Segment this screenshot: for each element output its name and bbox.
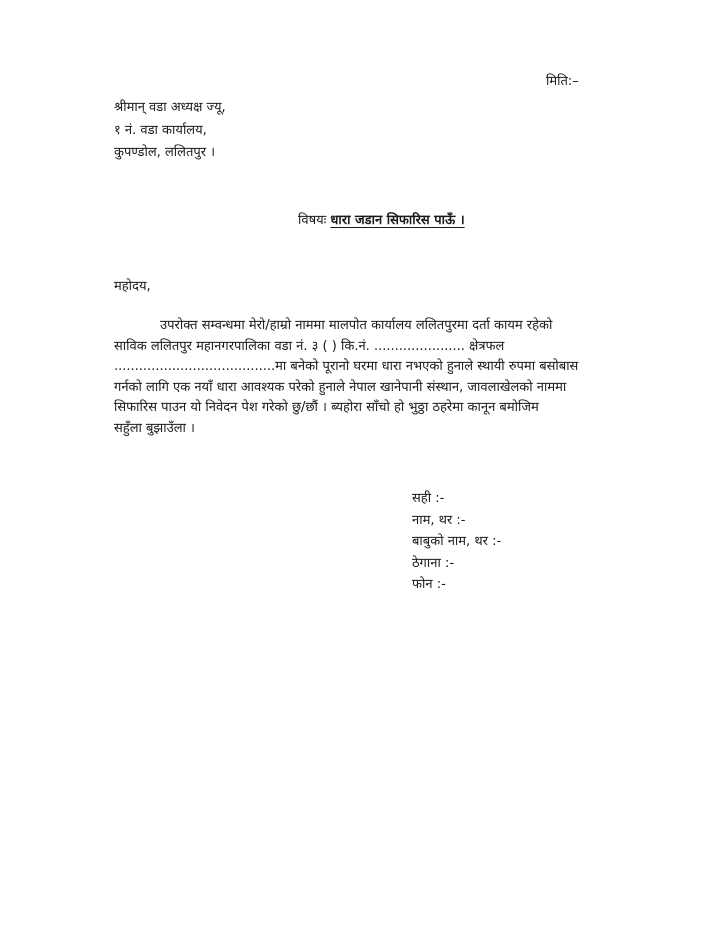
signature-block <box>412 488 501 596</box>
body-line-2-word: क्षेत्रफल <box>469 338 505 354</box>
signature-father-name: बाबुको नाम, थर :- <box>412 534 502 549</box>
body-line-5: सिफारिस पाउन यो निवेदन पेश गरेको छु/छौं । ब्यहोरा साँचो हो भुठ्ठा ठहरेमा कानून बमोजिम <box>114 400 539 415</box>
recipient-line-3: कुपण्डोल, ललितपुर । <box>114 145 216 160</box>
body-line-2-word: वडा <box>274 338 293 354</box>
body-line-4: गर्नको लागि एक नयाँ धारा आवश्यक परेको हुनाले नेपाल खानेपानी संस्थान, जावलाखेलको नाममा <box>114 379 567 395</box>
body-line-2-word: साविक <box>114 338 147 354</box>
signature-sign: सही :- <box>412 491 445 506</box>
signature-address: ठेगाना :- <box>412 555 455 571</box>
body-line-2-word: महानगरपालिका <box>196 338 271 354</box>
signature-name: नाम, थर :- <box>412 512 466 528</box>
body-line-3: .......................................मा बनेको पूरानो घरमा धारा नभएको हुनाले स्थायी रुपमा बसोबास <box>114 359 579 374</box>
signature-phone: फोन :- <box>412 577 446 592</box>
body-line-2-word: ) <box>331 338 337 354</box>
date-label: मिति:– <box>546 74 579 89</box>
body-line-2-word: ( <box>322 338 328 354</box>
body-line-6: सहुँला बुझाउँला । <box>114 420 195 436</box>
body-line-2 <box>114 337 674 358</box>
subject-text: धारा जडान सिफारिस पाऊँ । <box>330 213 465 228</box>
recipient-line-1: श्रीमान् वडा अध्यक्ष ज्यू, <box>114 100 226 115</box>
body-line-2-word: नं. ३ <box>296 338 319 354</box>
body-line-2-word: ललितपुर <box>150 338 192 354</box>
subject-label: विषयः <box>298 213 327 228</box>
body-line-1: उपरोक्त सम्वन्धमा मेरो/हाम्रो नाममा मालपोत कार्यालय ललितपुरमा दर्ता कायम रहेको <box>160 318 553 333</box>
body-line-2-word: कि.नं. <box>340 338 370 354</box>
recipient-line-2: १ नं. वडा कार्यालय, <box>114 123 207 138</box>
subject-line <box>298 211 465 231</box>
letter-body <box>114 316 674 439</box>
body-line-2-word: ...................... <box>373 338 465 354</box>
salutation: महोदय, <box>114 279 151 294</box>
